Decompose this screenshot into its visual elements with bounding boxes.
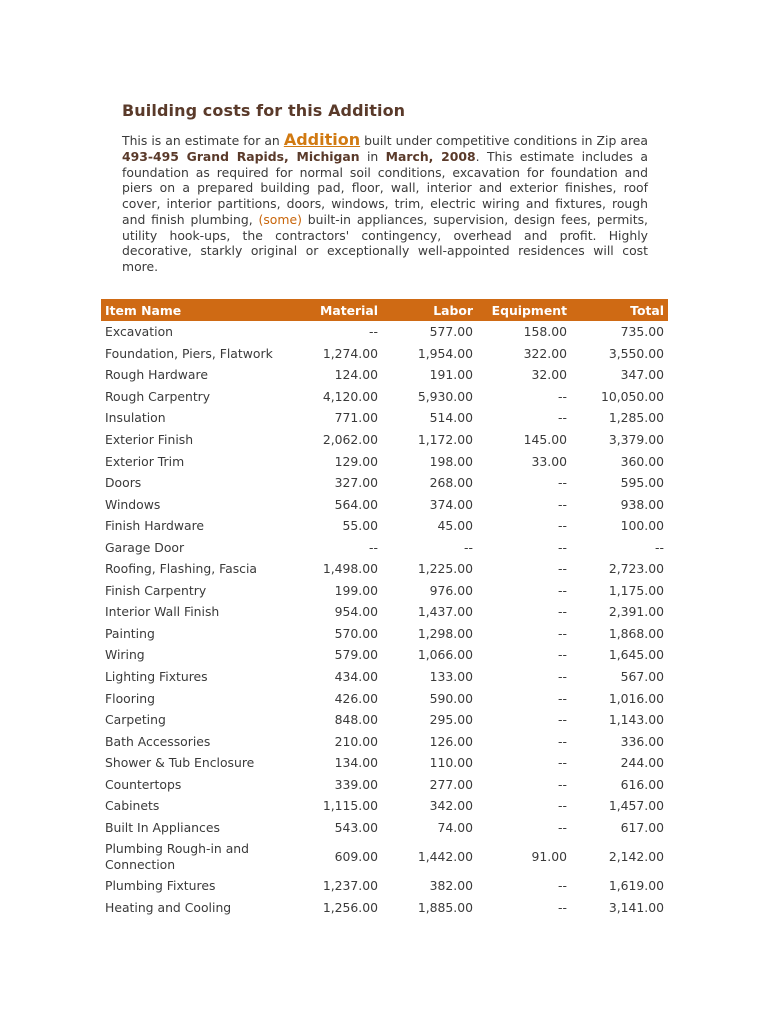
cell-total: -- [655,539,664,555]
cell-item-name: Foundation, Piers, Flatwork [105,345,273,361]
cell-equipment: -- [558,388,567,404]
cell-material: 848.00 [334,712,378,728]
cell-material: 434.00 [334,669,378,685]
table-row [101,730,668,752]
cell-total: 567.00 [620,669,664,685]
cell-total: 938.00 [620,496,664,512]
cell-material: 134.00 [334,755,378,771]
cell-item-name: Bath Accessories [105,733,211,749]
table-row [101,407,668,429]
cell-labor: 277.00 [429,776,473,792]
cell-material: 55.00 [342,518,378,534]
header-material: Material [306,299,382,321]
cell-item-name: Plumbing Rough-in and Connection [105,841,250,872]
cell-item-name: Insulation [105,410,166,426]
cell-total: 1,143.00 [608,712,664,728]
cell-item-name: Garage Door [105,539,185,555]
cell-labor: 110.00 [429,755,473,771]
cell-labor: 5,930.00 [417,388,473,404]
cell-labor: -- [464,539,473,555]
table-row [101,493,668,515]
cell-labor: 590.00 [429,690,473,706]
table-row [101,472,668,494]
cell-item-name: Lighting Fixtures [105,669,208,685]
cell-labor: 342.00 [429,798,473,814]
cell-labor: 1,885.00 [417,899,473,915]
cell-total: 3,379.00 [608,432,664,447]
header-item-name: Item Name [101,299,306,321]
table-row [101,644,668,666]
intro-text: built-in appliances, supervision, design fees, permits, utility hook-ups, the contractors' contingency, overhead and profit. Highly decorative, starkly original or exceptionally well-appointed residences will cost more. [122,211,648,274]
cell-labor: 1,172.00 [417,432,473,447]
cell-item-name: Heating and Cooling [105,899,232,915]
cell-total: 1,457.00 [608,798,664,814]
cell-total: 347.00 [620,367,664,383]
cell-labor: 191.00 [429,367,473,383]
cell-material: 570.00 [334,625,378,641]
table-row [101,773,668,795]
cell-equipment: -- [558,625,567,641]
cell-equipment: 32.00 [531,367,567,383]
cell-labor: 976.00 [429,582,473,598]
cell-labor: 577.00 [429,324,473,340]
cell-material: 1,256.00 [322,899,378,915]
table-row [101,838,668,875]
table-row [101,752,668,774]
cell-material: 954.00 [334,604,378,620]
table-row [101,364,668,386]
cell-labor: 1,437.00 [417,604,473,620]
cell-equipment: -- [558,798,567,814]
cell-equipment: -- [558,878,567,894]
cell-material: 543.00 [334,819,378,835]
cell-material: 199.00 [334,582,378,598]
cell-item-name: Rough Carpentry [105,388,211,404]
cell-labor: 133.00 [429,669,473,685]
cell-equipment: -- [558,582,567,598]
cell-material: 1,274.00 [322,345,378,361]
table-row [101,687,668,709]
table-row [101,343,668,365]
cell-equipment: -- [558,690,567,706]
cell-total: 735.00 [620,324,664,340]
table-row [101,897,668,919]
cell-item-name: Countertops [105,776,182,792]
addition-link[interactable]: Addition [283,130,361,149]
zip-area: 493-495 Grand Rapids, Michigan [122,148,360,164]
cell-equipment: -- [558,518,567,534]
cell-equipment: -- [558,776,567,792]
cell-total: 1,175.00 [608,582,664,598]
cell-material: 1,237.00 [322,878,378,894]
cost-table [101,299,668,918]
cell-equipment: -- [558,712,567,728]
table-row [101,429,668,451]
cell-total: 3,550.00 [608,345,664,361]
cell-material: 771.00 [334,410,378,426]
cell-material: 426.00 [334,690,378,706]
cell-equipment: 322.00 [523,345,567,361]
cell-equipment: -- [558,604,567,620]
header-total: Total [571,299,668,321]
cell-total: 244.00 [620,755,664,771]
cell-labor: 1,298.00 [417,625,473,641]
cell-item-name: Finish Carpentry [105,582,207,598]
estimate-date: March, 2008 [385,148,476,164]
cell-item-name: Plumbing Fixtures [105,878,216,894]
cell-material: 579.00 [334,647,378,663]
cell-labor: 74.00 [437,819,473,835]
intro-paragraph [122,132,648,275]
cell-total: 2,391.00 [608,604,664,620]
cell-labor: 126.00 [429,733,473,749]
cell-total: 360.00 [620,453,664,469]
cell-labor: 45.00 [437,518,473,534]
cell-labor: 514.00 [429,410,473,426]
some-note: (some) [258,211,302,227]
cell-item-name: Built In Appliances [105,819,220,835]
cell-item-name: Exterior Finish [105,432,194,447]
table-header-row [101,299,668,321]
cell-material: 339.00 [334,776,378,792]
table-row [101,666,668,688]
table-row [101,623,668,645]
cell-material: 124.00 [334,367,378,383]
table-row [101,795,668,817]
cell-item-name: Finish Hardware [105,518,205,534]
header-equipment: Equipment [477,299,571,321]
table-body [101,321,668,918]
table-row [101,817,668,839]
table-row [101,580,668,602]
cell-material: 4,120.00 [322,388,378,404]
cell-labor: 382.00 [429,878,473,894]
cell-material: 564.00 [334,496,378,512]
cell-material: 609.00 [334,848,378,864]
cell-equipment: -- [558,733,567,749]
cell-labor: 268.00 [429,475,473,491]
cell-total: 3,141.00 [608,899,664,915]
cell-item-name: Excavation [105,324,174,340]
cell-total: 1,016.00 [608,690,664,706]
cell-item-name: Rough Hardware [105,367,208,383]
cell-item-name: Windows [105,496,161,512]
cell-total: 10,050.00 [600,388,664,404]
table-row [101,386,668,408]
cell-equipment: -- [558,496,567,512]
cell-total: 100.00 [620,518,664,534]
intro-text: in [359,148,386,164]
cell-equipment: -- [558,475,567,491]
cell-total: 617.00 [620,819,664,835]
table-row [101,450,668,472]
cell-total: 595.00 [620,475,664,491]
cell-material: 1,498.00 [322,561,378,577]
cell-equipment: -- [558,899,567,915]
cell-equipment: 33.00 [531,453,567,469]
table-row [101,515,668,537]
cell-equipment: 158.00 [523,324,567,340]
cell-total: 1,868.00 [608,625,664,641]
cell-material: 2,062.00 [322,432,378,447]
intro-text: . This estimate includes a foundation as required for normal soil conditions, excavation for foundation and piers on a prepared building pad, floor, wall, interior and exterior finishes, roof cover, interior partitions, doors, windows, trim, electric wiring and fixtures, rough and finish plumbing, [122,148,648,227]
cell-equipment: -- [558,819,567,835]
table-row [101,709,668,731]
cell-material: -- [369,324,378,340]
cell-equipment: -- [558,647,567,663]
table-row [101,875,668,897]
cell-item-name: Flooring [105,690,155,706]
cell-equipment: -- [558,669,567,685]
cell-total: 2,142.00 [608,848,664,864]
cell-labor: 1,225.00 [417,561,473,577]
table-row [101,601,668,623]
cell-item-name: Wiring [105,647,145,663]
cell-material: -- [369,539,378,555]
cell-item-name: Carpeting [105,712,166,728]
table-row [101,558,668,580]
cell-labor: 295.00 [429,712,473,728]
cell-total: 1,619.00 [608,878,664,894]
page-title: Building costs for this Addition [122,101,406,120]
cell-item-name: Interior Wall Finish [105,604,220,620]
cell-item-name: Roofing, Flashing, Fascia [105,561,258,577]
table-row [101,321,668,343]
cell-material: 1,115.00 [322,798,378,814]
cell-equipment: -- [558,755,567,771]
cell-equipment: -- [558,539,567,555]
cell-item-name: Shower & Tub Enclosure [105,755,255,771]
cell-labor: 1,442.00 [417,848,473,864]
cell-labor: 1,954.00 [417,345,473,361]
cell-equipment: 91.00 [531,848,567,864]
cell-labor: 1,066.00 [417,647,473,663]
cell-equipment: -- [558,410,567,426]
cell-item-name: Painting [105,625,155,641]
cell-equipment: -- [558,561,567,577]
cell-labor: 198.00 [429,453,473,469]
cell-material: 327.00 [334,475,378,491]
cell-total: 336.00 [620,733,664,749]
cell-material: 129.00 [334,453,378,469]
intro-text: This is an estimate for an [122,133,284,148]
cell-item-name: Cabinets [105,798,160,814]
cell-total: 1,285.00 [608,410,664,426]
cell-total: 616.00 [620,776,664,792]
cell-total: 1,645.00 [608,647,664,663]
cell-total: 2,723.00 [608,561,664,577]
table-row [101,536,668,558]
cell-item-name: Doors [105,475,142,491]
cell-material: 210.00 [334,733,378,749]
cell-labor: 374.00 [429,496,473,512]
cell-equipment: 145.00 [523,432,567,447]
cell-item-name: Exterior Trim [105,453,185,469]
header-labor: Labor [382,299,477,321]
intro-text: built under competitive conditions in Zip area [360,133,648,148]
